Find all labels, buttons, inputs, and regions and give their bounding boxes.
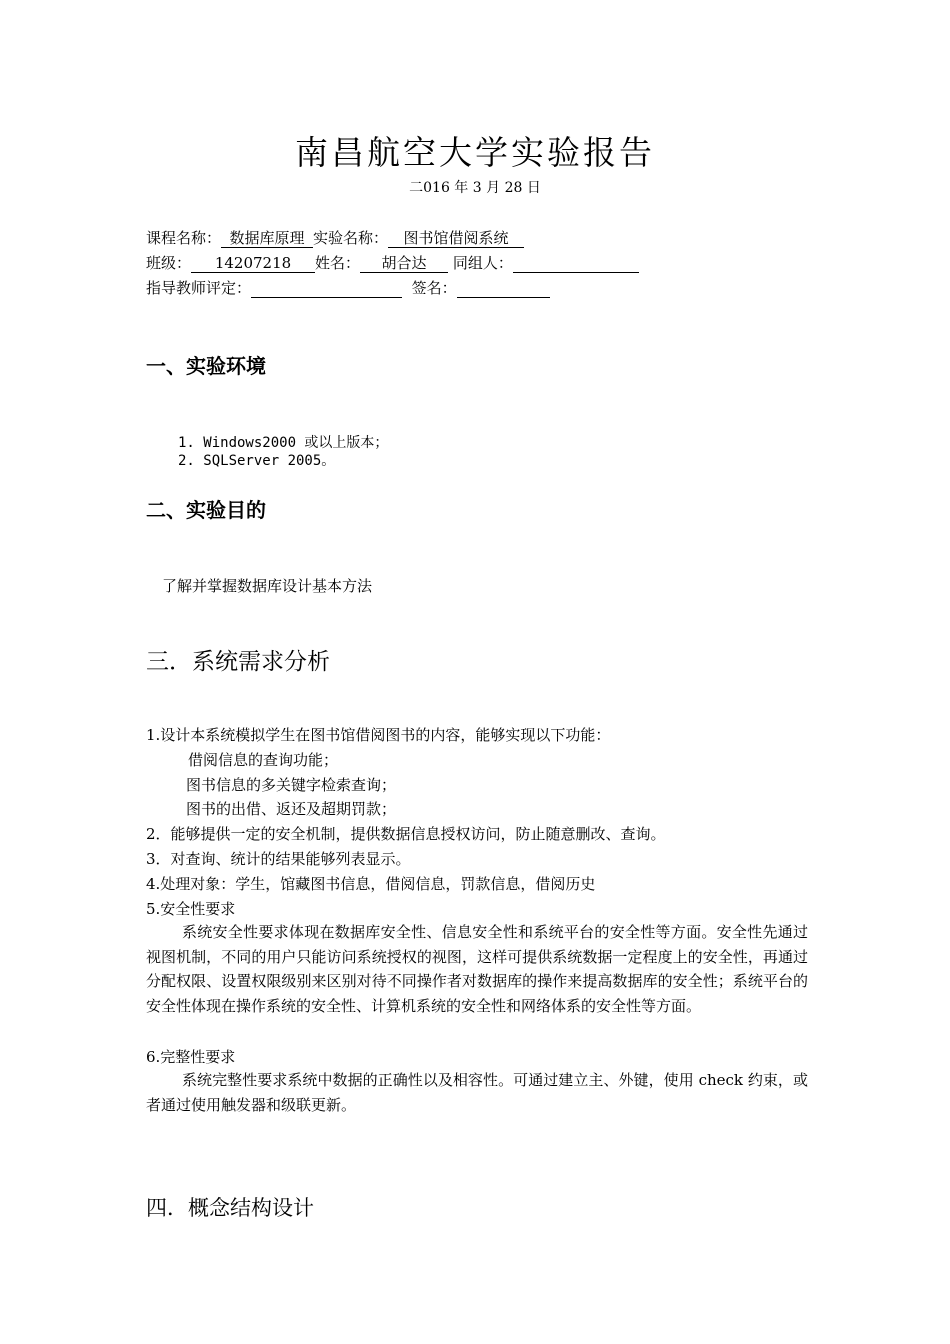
env-item: 1. Windows2000 或以上版本；: [178, 435, 389, 451]
requirement-line: 5.安全性要求: [146, 900, 236, 918]
report-date: 二016 年 3 月 28 日: [409, 180, 541, 196]
class-value: 14207218: [191, 255, 315, 273]
partner-label: 同组人：: [452, 254, 513, 272]
course-row: [146, 227, 524, 248]
course-label: 课程名称：: [146, 229, 222, 247]
report-title: 南昌航空大学实验报告: [295, 133, 655, 172]
partner-blank: [513, 256, 639, 273]
teacher-row: [146, 277, 550, 298]
requirement-line: 3．对查询、统计的结果能够列表显示。: [146, 850, 411, 868]
sign-label: 签名：: [411, 279, 457, 297]
requirement-line: 图书的出借、返还及超期罚款；: [186, 800, 397, 818]
requirement-line: 借阅信息的查询功能；: [188, 751, 339, 769]
requirement-line: 4.处理对象：学生，馆藏图书信息，借阅信息，罚款信息，借阅历史: [146, 875, 596, 893]
requirement-line: 1.设计本系统模拟学生在图书馆借阅图书的内容，能够实现以下功能：: [146, 726, 611, 744]
experiment-label: 实验名称：: [313, 229, 389, 247]
section-2-heading: 二、实验目的: [146, 498, 266, 522]
env-item: 2. SQLServer 2005。: [178, 453, 336, 469]
class-label: 班级：: [146, 254, 192, 272]
requirement-line: 图书信息的多关键字检索查询；: [186, 776, 397, 794]
course-value: 数据库原理: [221, 230, 313, 248]
security-paragraph: 系统安全性要求体现在数据库安全性、信息安全性和系统平台的安全性等方面。安全性先通过视图机制，不同的用户只能访问系统授权的视图，这样可提供系统数据一定程度上的安全性，再通过分配权限、设置权限级别来区别对待不同操作者对数据库的操作来提高数据库的安全性；系统平台的安全性体现在操作系统的安全性、计算机系统的安全性和网络体系的安全性等方面。: [146, 923, 808, 1015]
requirement-line: 2．能够提供一定的安全机制，提供数据信息授权访问，防止随意删改、查询。: [146, 825, 666, 843]
section-1-heading: 一、实验环境: [146, 354, 266, 378]
integrity-paragraph: 系统完整性要求系统中数据的正确性以及相容性。可通过建立主、外键，使用 check 约束，或者通过使用触发器和级联更新。: [146, 1071, 808, 1114]
teacher-blank: [251, 281, 402, 298]
purpose-text: 了解并掌握数据库设计基本方法: [162, 577, 373, 595]
class-row: [146, 252, 639, 273]
experiment-value: 图书馆借阅系统: [388, 230, 524, 248]
teacher-label: 指导教师评定：: [146, 279, 252, 297]
name-label: 姓名：: [315, 254, 361, 272]
name-value: 胡合达: [360, 255, 448, 273]
section-4-heading: 四．概念结构设计: [146, 1196, 314, 1220]
sign-blank: [457, 281, 550, 298]
section-3-heading: 三．系统需求分析: [146, 649, 330, 675]
integrity-title: 6.完整性要求: [146, 1048, 236, 1066]
